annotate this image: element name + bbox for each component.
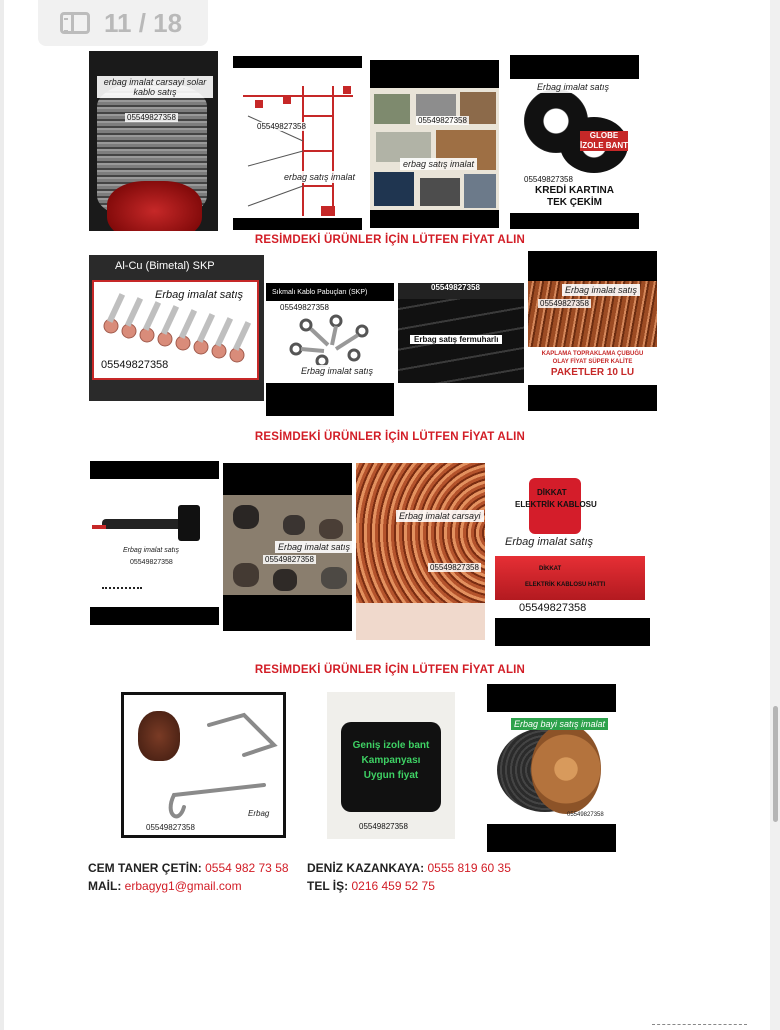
tile-title: Sıkmalı Kablo Pabuçları (SKP) [272, 289, 368, 296]
caption: Erbag imalat satış [275, 541, 352, 553]
product-image-copper-coil [356, 463, 485, 640]
product-image-bimetal [89, 255, 264, 401]
warning-label-b2: ELEKTRİK KABLOSU HATTI [525, 582, 606, 588]
rods-line-1: KAPLAMA TOPRAKLAMA ÇUBUĞU [541, 351, 644, 357]
product-image-warning-tape [495, 474, 650, 646]
contact-label: TEL İŞ: [307, 879, 349, 893]
caption: Erbag [248, 809, 270, 818]
phone-number: 05549827358 [146, 823, 195, 832]
contact-work-phone [307, 879, 435, 893]
caption: Erbag imalat satış [155, 289, 244, 301]
contact-phone[interactable]: 0555 819 60 35 [427, 861, 511, 875]
product-image-lugs [266, 283, 394, 416]
caption: Erbag imalat carsayi [396, 510, 484, 522]
rods-line-3: PAKETLER 10 LU [550, 367, 635, 378]
contact-label: MAİL: [88, 879, 122, 893]
page-bottom-divider [652, 1024, 747, 1025]
product-image-terminal [90, 461, 219, 625]
caption: Erbag imalat satış [562, 284, 640, 296]
phone-number: 05549827358 [265, 555, 314, 564]
tape-brand-sub: İZOLE BANT [580, 141, 628, 150]
tile-title: Al-Cu (Bimetal) SKP [115, 260, 215, 272]
contact-label: CEM TANER ÇETİN: [88, 861, 202, 875]
scrollbar-thumb[interactable] [773, 706, 778, 822]
phone-number: 05549827358 [127, 113, 176, 122]
product-image-rods [528, 251, 657, 411]
phone-number: 05549827358 [519, 602, 587, 614]
product-image-diagram [233, 56, 362, 230]
headline-price-note: RESİMDEKİ ÜRÜNLER İÇİN LÜTFEN FİYAT ALIN [254, 234, 526, 246]
phone-number: 05549827358 [567, 812, 604, 818]
phone-number: 05549827358 [540, 299, 589, 308]
contact-person-1 [88, 861, 289, 875]
contact-label: DENİZ KAZANKAYA: [307, 861, 425, 875]
phone-number: 05549827358 [280, 303, 329, 312]
page-counter[interactable] [38, 0, 208, 46]
phone-number: 05549827358 [524, 175, 573, 184]
caption: erbag satış imalat [281, 171, 358, 183]
tape-brand: GLOBE [589, 131, 619, 140]
caption: Erbag satış fermuharlı [410, 335, 502, 344]
contact-person-2 [307, 861, 511, 875]
caption: erbag imalat carsayi solar kablo satış [97, 76, 213, 98]
product-image-tape [510, 55, 639, 229]
page-edge-right [770, 0, 780, 1030]
caption: Erbag imalat satış [534, 81, 612, 93]
product-image-transformers [370, 60, 499, 228]
product-image-hooks [121, 692, 286, 838]
headline-price-note: RESİMDEKİ ÜRÜNLER İÇİN LÜTFEN FİYAT ALIN [254, 664, 526, 676]
rods-line-2: OLAY FİYAT SÜPER KALİTE [552, 359, 633, 365]
phone-number: 05549827358 [257, 122, 306, 131]
product-image-cable-reel [89, 51, 218, 231]
phone-number: 05549827358 [418, 116, 467, 125]
phone-number: 05549827358 [101, 359, 169, 371]
phone-number: 05549827358 [431, 283, 480, 292]
lugs-drawing [266, 309, 394, 389]
contact-phone[interactable]: 0554 982 73 58 [205, 861, 289, 875]
contact-email[interactable]: erbagyg1@gmail.com [124, 879, 242, 893]
product-image-insulators [223, 463, 352, 631]
warning-label-top: DİKKAT [537, 488, 567, 497]
phone-number: 05549827358 [359, 822, 408, 831]
product-image-cable-drum [487, 684, 616, 852]
izole-line-2: Kampanyası [361, 755, 421, 766]
headline-price-note: RESİMDEKİ ÜRÜNLER İÇİN LÜTFEN FİYAT ALIN [254, 431, 526, 443]
page-counter-label: 11 / 18 [104, 7, 183, 38]
warning-label-b1: DİKKAT [539, 566, 562, 572]
caption: erbag satış imalat [400, 158, 477, 170]
caption: Erbag imalat satış [123, 547, 180, 554]
caption: Erbag imalat satış [298, 365, 376, 377]
page-edge-left [0, 0, 4, 1030]
phone-number: 05549827358 [430, 563, 479, 572]
caption: Erbag imalat satış [505, 536, 594, 548]
sidebar-toggle-icon[interactable] [60, 12, 90, 34]
warning-label-top-2: ELEKTRİK KABLOSU [515, 500, 597, 509]
phone-number: 05549827358 [130, 559, 173, 566]
structure-diagram [233, 56, 362, 230]
contact-mail [88, 879, 242, 893]
promo-line-1: KREDİ KARTINA [535, 185, 614, 196]
caption: Erbag bayi satış imalat [511, 718, 608, 730]
contact-phone[interactable]: 0216 459 52 75 [351, 879, 435, 893]
product-image-izole-bant [327, 692, 455, 839]
product-image-belts [398, 283, 524, 383]
promo-line-2: TEK ÇEKİM [547, 197, 602, 208]
izole-line-3: Uygun fiyat [363, 770, 419, 781]
izole-line-1: Geniş izole bant [352, 740, 430, 751]
